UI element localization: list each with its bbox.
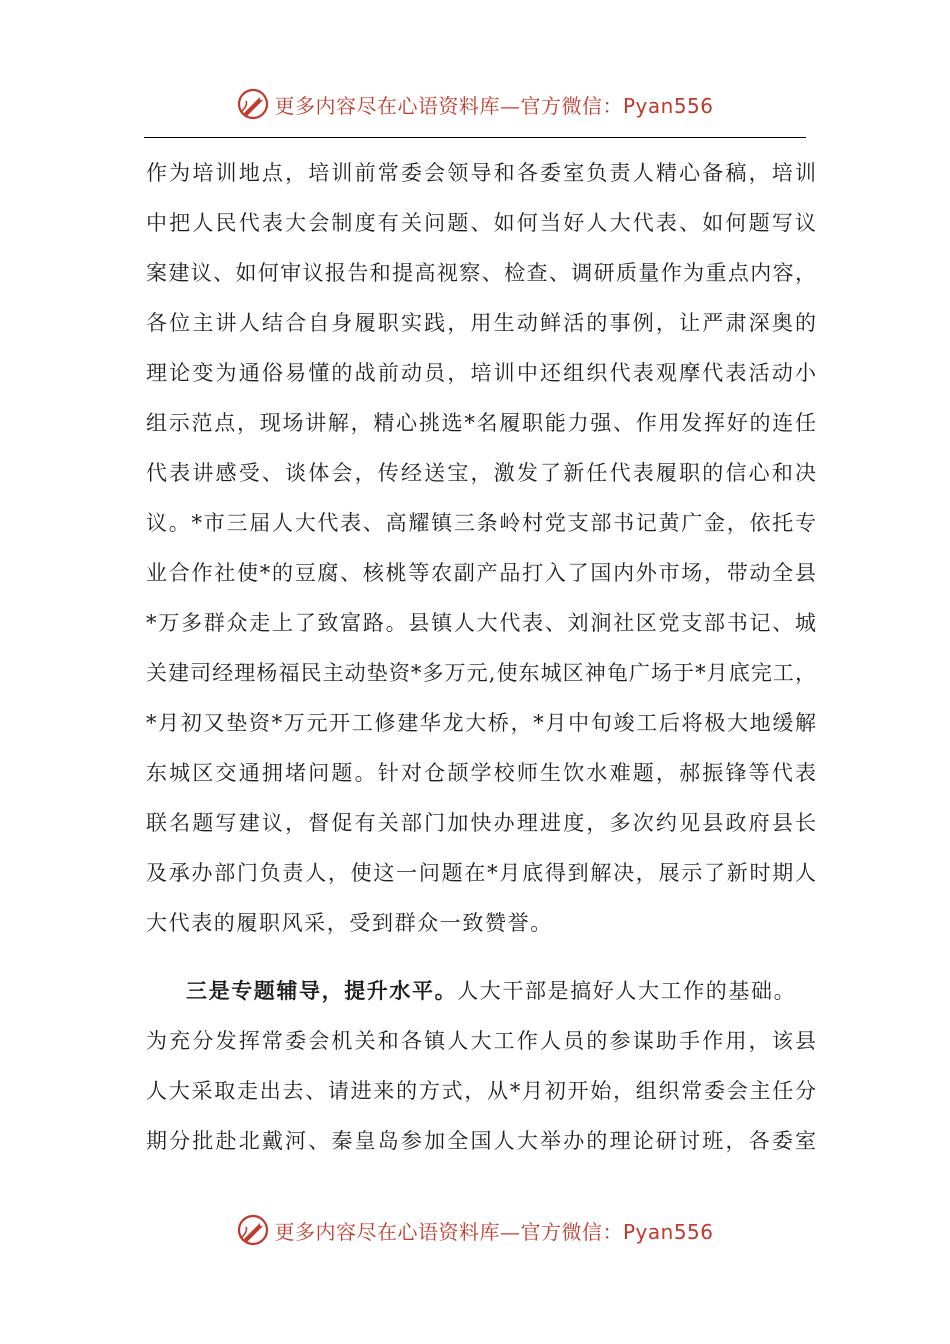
paragraph-1 [146, 148, 816, 948]
wechat-id: Pyan556 [622, 93, 714, 118]
wechat-id: Pyan556 [622, 1219, 714, 1244]
text-line: 业合作社使*的豆腐、核桃等农副产品打入了国内外市场，带动全县 [146, 561, 816, 585]
pen-logo-icon [236, 1213, 270, 1247]
paragraph-2 [146, 966, 816, 1166]
header-banner [0, 82, 950, 126]
text-line: 及承办部门负责人，使这一问题在*月底得到解决，展示了新时期人 [146, 861, 816, 885]
banner-title: 更多内容尽在心语资料库—官方微信： [274, 93, 623, 118]
banner-text [274, 90, 713, 119]
text-line: 关建司经理杨福民主动垫资*多万元,使东城区神龟广场于*月底完工， [146, 661, 816, 685]
paragraph-2-first-line [146, 966, 816, 1016]
text-line: 联名题写建议，督促有关部门加快办理进度，多次约见县政府县长 [146, 811, 816, 835]
footer-banner [0, 1208, 950, 1252]
text-line: 组示范点，现场讲解，精心挑选*名履职能力强、作用发挥好的连任 [146, 411, 816, 435]
heading-followup: 人大干部是搞好人大工作的基础。 [457, 979, 797, 1003]
text-line: 作为培训地点，培训前常委会领导和各委室负责人精心备稿，培训 [146, 161, 816, 185]
banner-title: 更多内容尽在心语资料库—官方微信： [274, 1219, 623, 1244]
section-heading: 三是专题辅导，提升水平。 [186, 978, 458, 1003]
text-line: 中把人民代表大会制度有关问题、如何当好人大代表、如何题写议 [146, 211, 816, 235]
text-line: 理论变为通俗易懂的战前动员，培训中还组织代表观摩代表活动小 [146, 361, 816, 385]
text-line: 代表讲感受、谈体会，传经送宝，激发了新任代表履职的信心和决 [146, 461, 816, 485]
text-line: 东城区交通拥堵问题。针对仓颉学校师生饮水难题，郝振锋等代表 [146, 761, 816, 785]
text-line: 议。*市三届人大代表、高耀镇三条岭村党支部书记黄广金，依托专 [146, 511, 816, 535]
text-line: 为充分发挥常委会机关和各镇人大工作人员的参谋助手作用，该县 [146, 1029, 816, 1053]
text-line: 案建议、如何审议报告和提高视察、检查、调研质量作为重点内容， [146, 261, 816, 285]
text-line: 各位主讲人结合自身履职实践，用生动鲜活的事例，让严肃深奥的 [146, 311, 816, 335]
text-line: 期分批赴北戴河、秦皇岛参加全国人大举办的理论研讨班，各委室 [146, 1129, 816, 1153]
header-rule [144, 137, 806, 138]
document-body [146, 148, 816, 1166]
text-line: 人大采取走出去、请进来的方式，从*月初开始，组织常委会主任分 [146, 1079, 816, 1103]
banner-text [274, 1216, 713, 1245]
text-line: *月初又垫资*万元开工修建华龙大桥，*月中旬竣工后将极大地缓解 [146, 711, 816, 735]
text-line: *万多群众走上了致富路。县镇人大代表、刘涧社区党支部书记、城 [146, 611, 816, 635]
paragraph-gap [146, 948, 816, 966]
pen-logo-icon [236, 87, 270, 121]
text-line: 大代表的履职风采，受到群众一致赞誉。 [146, 911, 553, 935]
